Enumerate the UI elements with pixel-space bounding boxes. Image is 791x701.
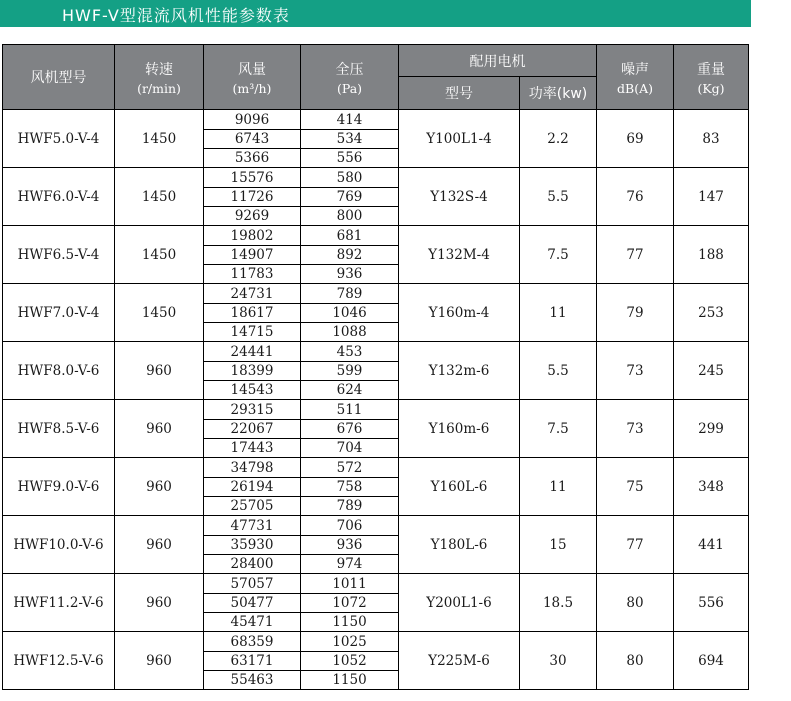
cell-model: HWF11.2-V-6: [3, 574, 115, 632]
cell-speed: 960: [115, 632, 204, 690]
cell-airflow-value: 45471: [230, 613, 274, 630]
header-noise-unit: dB(A): [617, 80, 653, 96]
cell-pressure-value: 789: [336, 497, 363, 514]
cell-airflow: [204, 574, 301, 632]
cell-weight: 245: [674, 342, 749, 400]
cell-pressure-value: 624: [336, 381, 363, 398]
cell-pressure-value: 936: [301, 536, 398, 555]
cell-pressure-value: 599: [301, 362, 398, 381]
header-motor-model: 型号: [399, 77, 520, 110]
cell-airflow: [204, 632, 301, 690]
cell-weight: 188: [674, 226, 749, 284]
cell-pressure-value: 534: [301, 130, 398, 149]
header-speed: 转速 (r/min): [115, 45, 204, 110]
table-row: [3, 284, 749, 342]
cell-noise: 69: [597, 110, 674, 168]
header-weight: 重量 (Kg): [674, 45, 749, 110]
cell-pressure: [301, 226, 399, 284]
cell-motor-power: 7.5: [520, 400, 597, 458]
cell-pressure: [301, 168, 399, 226]
table-row: [3, 110, 749, 168]
cell-motor-power: 15: [520, 516, 597, 574]
cell-weight: 253: [674, 284, 749, 342]
cell-motor-power: 11: [520, 458, 597, 516]
cell-pressure: [301, 400, 399, 458]
cell-airflow-value: 14715: [230, 323, 274, 340]
cell-model: HWF6.0-V-4: [3, 168, 115, 226]
cell-model: HWF9.0-V-6: [3, 458, 115, 516]
cell-speed: 1450: [115, 226, 204, 284]
cell-speed: 1450: [115, 168, 204, 226]
cell-pressure-value: 556: [336, 149, 363, 166]
cell-airflow: [204, 226, 301, 284]
cell-airflow: [204, 284, 301, 342]
table-row: [3, 574, 749, 632]
cell-pressure-value: 800: [336, 207, 363, 224]
cell-airflow-value: 6743: [204, 130, 300, 149]
cell-pressure-value: 1150: [332, 671, 367, 688]
cell-pressure: [301, 284, 399, 342]
cell-airflow-value: 34798: [204, 459, 300, 478]
cell-pressure-value: 1150: [332, 613, 367, 630]
cell-speed: 960: [115, 458, 204, 516]
cell-pressure-value: 681: [301, 227, 398, 246]
cell-motor-model: Y160L-6: [399, 458, 520, 516]
cell-noise: 76: [597, 168, 674, 226]
cell-airflow-value: 47731: [204, 517, 300, 536]
cell-airflow-value: 29315: [204, 401, 300, 420]
cell-pressure-value: 758: [301, 478, 398, 497]
cell-speed: 960: [115, 574, 204, 632]
cell-pressure-value: 676: [301, 420, 398, 439]
cell-speed: 960: [115, 400, 204, 458]
cell-airflow-value: 17443: [230, 439, 274, 456]
cell-airflow-value: 19802: [204, 227, 300, 246]
cell-noise: 77: [597, 226, 674, 284]
cell-airflow: [204, 342, 301, 400]
cell-noise: 80: [597, 574, 674, 632]
cell-motor-power: 5.5: [520, 342, 597, 400]
cell-noise: 77: [597, 516, 674, 574]
cell-airflow-value: 24731: [204, 285, 300, 304]
title-bar: [0, 0, 751, 27]
cell-pressure-value: 572: [301, 459, 398, 478]
cell-weight: 147: [674, 168, 749, 226]
cell-pressure-value: 580: [301, 169, 398, 188]
cell-pressure: [301, 342, 399, 400]
cell-airflow: [204, 110, 301, 168]
cell-pressure-value: 1011: [301, 575, 398, 594]
header-motor-power: 功率(kw): [520, 77, 597, 110]
header-noise: 噪声 dB(A): [597, 45, 674, 110]
cell-pressure-value: 706: [301, 517, 398, 536]
cell-pressure-value: 936: [336, 265, 363, 282]
header-weight-unit: (Kg): [697, 80, 725, 96]
cell-airflow-value: 14543: [230, 381, 274, 398]
header-motor: 配用电机: [399, 45, 597, 77]
cell-pressure-value: 1046: [301, 304, 398, 323]
cell-pressure-value: 453: [301, 343, 398, 362]
spec-table: [2, 44, 749, 690]
cell-pressure-value: 789: [301, 285, 398, 304]
cell-pressure-value: 511: [301, 401, 398, 420]
cell-airflow-value: 18617: [204, 304, 300, 323]
cell-model: HWF7.0-V-4: [3, 284, 115, 342]
table-row: [3, 400, 749, 458]
cell-motor-model: Y132m-6: [399, 342, 520, 400]
cell-motor-power: 30: [520, 632, 597, 690]
cell-pressure: [301, 458, 399, 516]
cell-airflow-value: 35930: [204, 536, 300, 555]
cell-motor-power: 2.2: [520, 110, 597, 168]
cell-noise: 80: [597, 632, 674, 690]
cell-airflow-value: 9096: [204, 111, 300, 130]
cell-airflow-value: 22067: [204, 420, 300, 439]
cell-pressure-value: 1025: [301, 633, 398, 652]
cell-model: HWF5.0-V-4: [3, 110, 115, 168]
cell-pressure-value: 1072: [301, 594, 398, 613]
cell-noise: 73: [597, 400, 674, 458]
cell-motor-model: Y160m-6: [399, 400, 520, 458]
cell-motor-power: 18.5: [520, 574, 597, 632]
cell-speed: 1450: [115, 110, 204, 168]
cell-speed: 960: [115, 516, 204, 574]
cell-weight: 556: [674, 574, 749, 632]
cell-airflow-value: 11783: [230, 265, 274, 282]
cell-pressure-value: 769: [301, 188, 398, 207]
cell-airflow: [204, 168, 301, 226]
table-body: [3, 110, 749, 690]
cell-airflow-value: 14907: [204, 246, 300, 265]
cell-airflow-value: 28400: [230, 555, 274, 572]
cell-weight: 83: [674, 110, 749, 168]
cell-pressure-value: 1052: [301, 652, 398, 671]
cell-pressure-value: 414: [301, 111, 398, 130]
cell-weight: 441: [674, 516, 749, 574]
cell-pressure-value: 974: [336, 555, 363, 572]
cell-motor-model: Y225M-6: [399, 632, 520, 690]
cell-pressure-value: 1088: [332, 323, 367, 340]
cell-airflow-value: 15576: [204, 169, 300, 188]
cell-airflow-value: 9269: [234, 207, 270, 224]
cell-airflow-value: 26194: [204, 478, 300, 497]
cell-motor-model: Y132M-4: [399, 226, 520, 284]
cell-weight: 299: [674, 400, 749, 458]
cell-motor-power: 5.5: [520, 168, 597, 226]
header-model: 风机型号: [3, 45, 115, 110]
table-row: [3, 516, 749, 574]
cell-speed: 1450: [115, 284, 204, 342]
cell-airflow-value: 57057: [204, 575, 300, 594]
table-row: [3, 632, 749, 690]
cell-airflow-value: 68359: [204, 633, 300, 652]
cell-airflow: [204, 516, 301, 574]
cell-speed: 960: [115, 342, 204, 400]
cell-airflow-value: 5366: [234, 149, 270, 166]
cell-airflow-value: 63171: [204, 652, 300, 671]
table-row: [3, 342, 749, 400]
header-pressure-unit: (Pa): [336, 80, 363, 96]
cell-airflow: [204, 458, 301, 516]
cell-airflow-value: 24441: [204, 343, 300, 362]
cell-airflow-value: 50477: [204, 594, 300, 613]
cell-model: HWF6.5-V-4: [3, 226, 115, 284]
cell-motor-model: Y180L-6: [399, 516, 520, 574]
cell-model: HWF10.0-V-6: [3, 516, 115, 574]
table-row: [3, 458, 749, 516]
cell-pressure: [301, 574, 399, 632]
page-title: HWF-V型混流风机性能参数表: [62, 6, 290, 25]
cell-motor-power: 7.5: [520, 226, 597, 284]
cell-pressure: [301, 110, 399, 168]
cell-motor-model: Y200L1-6: [399, 574, 520, 632]
cell-airflow-value: 18399: [204, 362, 300, 381]
cell-noise: 79: [597, 284, 674, 342]
header-pressure: 全压 (Pa): [301, 45, 399, 110]
cell-airflow-value: 11726: [204, 188, 300, 207]
cell-airflow-value: 25705: [230, 497, 274, 514]
header-airflow: 风量 (m³/h): [204, 45, 301, 110]
header-speed-unit: (r/min): [137, 80, 181, 96]
cell-weight: 694: [674, 632, 749, 690]
cell-noise: 73: [597, 342, 674, 400]
cell-airflow: [204, 400, 301, 458]
table-row: [3, 226, 749, 284]
cell-model: HWF8.0-V-6: [3, 342, 115, 400]
cell-motor-power: 11: [520, 284, 597, 342]
cell-pressure-value: 892: [301, 246, 398, 265]
cell-weight: 348: [674, 458, 749, 516]
header-airflow-unit: (m³/h): [232, 80, 272, 96]
cell-model: HWF12.5-V-6: [3, 632, 115, 690]
cell-pressure: [301, 632, 399, 690]
cell-pressure: [301, 516, 399, 574]
cell-airflow-value: 55463: [230, 671, 274, 688]
table-row: [3, 168, 749, 226]
cell-noise: 75: [597, 458, 674, 516]
cell-model: HWF8.5-V-6: [3, 400, 115, 458]
cell-motor-model: Y132S-4: [399, 168, 520, 226]
cell-motor-model: Y100L1-4: [399, 110, 520, 168]
cell-pressure-value: 704: [336, 439, 363, 456]
cell-motor-model: Y160m-4: [399, 284, 520, 342]
